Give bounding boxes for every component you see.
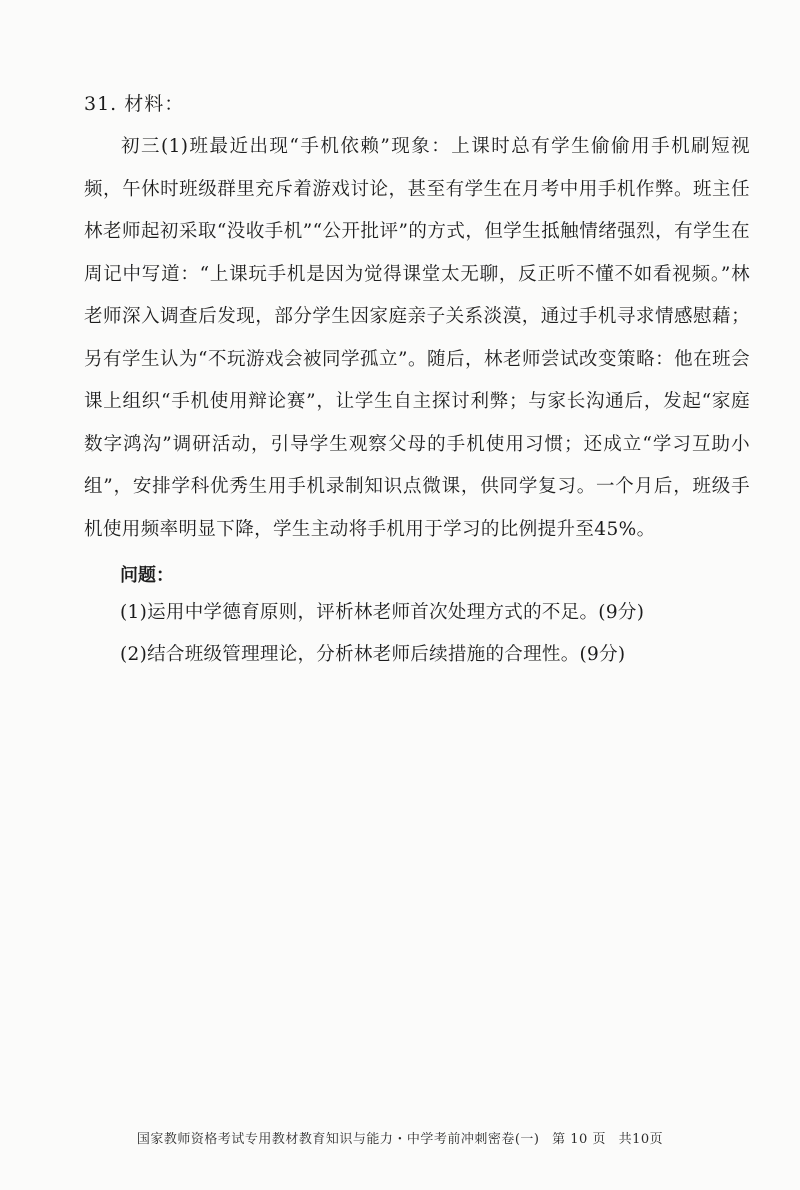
question-number: 31. 材料： <box>84 93 185 115</box>
footer-title: 国家教师资格考试专用教材教育知识与能力・中学考前冲刺密卷(一) <box>136 1132 540 1147</box>
material-text: 初三(1)班最近出现“手机依赖”现象：上课时总有学生偷偷用手机刷短视频，午休时班级群里充斥着游戏讨论，甚至有学生在月考中用手机作弊。班主任林老师起初采取“没收手机”“公开批评”的方式，但学生抵触情绪强烈，有学生在周记中写道：“上课玩手机是因为觉得课堂太无聊，反正听不懂不如看视频。”林老师深入调查后发现，部分学生因家庭亲子关系淡漠，通过手机寻求情感慰藉；另有学生认为“不玩游戏会被同学孤立”。随后，林老师尝试改变策略：他在班会课上组织“手机使用辩论赛”，让学生自主探讨利弊；与家长沟通后，发起“家庭数字鸿沟”调研活动，引导学生观察父母的手机使用习惯；还成立“学习互助小组”，安排学科优秀生用手机录制知识点微课，供同学复习。一个月后，班级手机使用频率明显下降，学生主动将手机用于学习的比例提升至45%。 <box>84 136 750 540</box>
question-item-2: (2)结合班级管理理论，分析林老师后续措施的合理性。(9分) <box>120 644 626 665</box>
question-item-1: (1)运用中学德育原则，评析林老师首次处理方式的不足。(9分) <box>120 602 645 623</box>
questions-label: 问题： <box>120 565 174 586</box>
footer-page-number: 第 10 页 <box>552 1132 606 1147</box>
page-footer <box>0 1128 800 1147</box>
footer-total-pages: 共10页 <box>618 1132 664 1147</box>
